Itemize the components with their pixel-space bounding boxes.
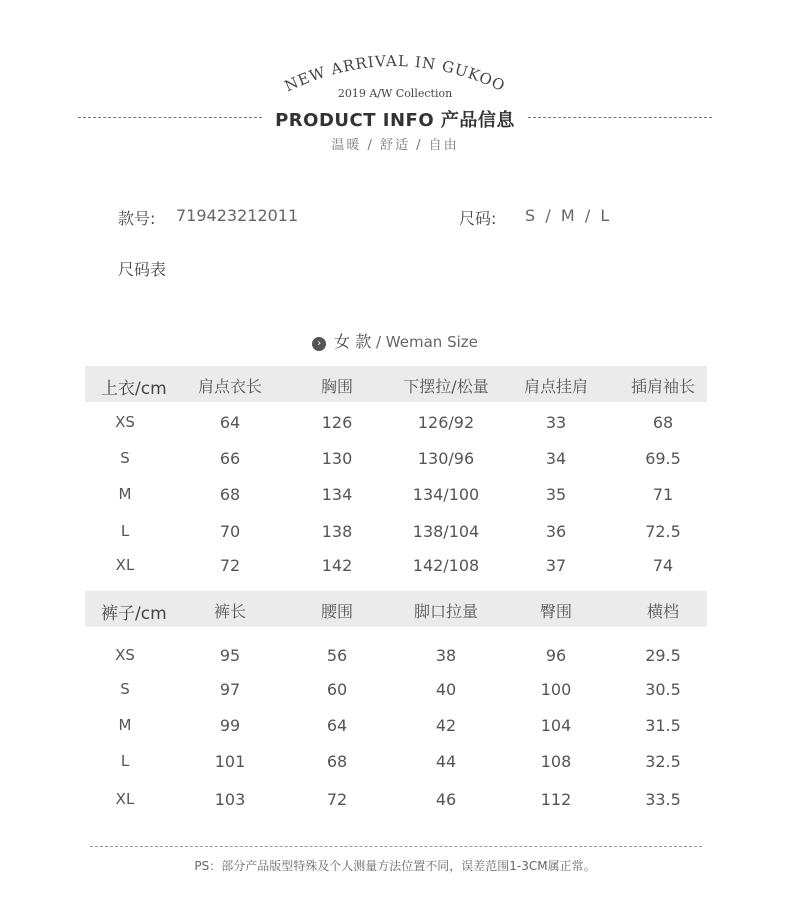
pants-cell: 95 bbox=[219, 646, 241, 665]
pants-cell: 56 bbox=[326, 646, 348, 665]
pants-header-cell: 臀围 bbox=[539, 602, 573, 621]
tops-cell: 134/100 bbox=[412, 485, 480, 504]
pants-cell: 108 bbox=[540, 752, 572, 771]
pants-cell: 33.5 bbox=[645, 790, 681, 809]
pants-cell: 32.5 bbox=[645, 752, 681, 771]
pants-cell: 101 bbox=[214, 752, 246, 771]
pants-header-cell: 裤长 bbox=[213, 602, 247, 621]
pants-size-label: L bbox=[120, 752, 130, 770]
pants-cell: 46 bbox=[435, 790, 457, 809]
tops-size-label: S bbox=[120, 449, 130, 467]
tops-cell: 33 bbox=[545, 413, 567, 432]
tops-cell: 68 bbox=[219, 485, 241, 504]
pants-cell: 96 bbox=[545, 646, 567, 665]
tops-cell: 138/104 bbox=[412, 522, 480, 541]
tops-cell: 74 bbox=[652, 556, 674, 575]
footnote: PS：部分产品版型特殊及个人测量方法位置不同，误差范围1-3CM属正常。 bbox=[194, 859, 596, 873]
tops-cell: 142/108 bbox=[412, 556, 480, 575]
tops-cell: 35 bbox=[545, 485, 567, 504]
tops-header-unit: 上衣/cm bbox=[101, 379, 167, 399]
pants-cell: 103 bbox=[214, 790, 246, 809]
pants-size-label: XL bbox=[115, 790, 135, 808]
chevron-right-circle-icon: › bbox=[312, 337, 326, 351]
pants-cell: 40 bbox=[435, 680, 457, 699]
tops-cell: 34 bbox=[545, 449, 567, 468]
tops-cell: 64 bbox=[219, 413, 241, 432]
tops-cell: 130 bbox=[321, 449, 353, 468]
pants-size-label: S bbox=[120, 680, 130, 698]
pants-cell: 68 bbox=[326, 752, 348, 771]
tops-cell: 126 bbox=[321, 413, 353, 432]
tops-header-cell: 胸围 bbox=[320, 377, 354, 396]
pants-header-cell: 腰围 bbox=[320, 602, 354, 621]
pants-cell: 38 bbox=[435, 646, 457, 665]
page-title: PRODUCT INFO 产品信息 bbox=[275, 110, 515, 131]
tops-cell: 138 bbox=[321, 522, 353, 541]
style-number-label: 款号: bbox=[118, 209, 156, 228]
tops-cell: 66 bbox=[219, 449, 241, 468]
tops-header-cell: 肩点挂肩 bbox=[523, 377, 589, 396]
tops-cell: 37 bbox=[545, 556, 567, 575]
pants-cell: 30.5 bbox=[645, 680, 681, 699]
pants-cell: 29.5 bbox=[645, 646, 681, 665]
tops-cell: 134 bbox=[321, 485, 353, 504]
page-subtitle: 温暖 / 舒适 / 自由 bbox=[331, 138, 459, 153]
tops-cell: 142 bbox=[321, 556, 353, 575]
arc-text: NEW ARRIVAL IN GUKOO bbox=[281, 51, 509, 96]
pants-cell: 100 bbox=[540, 680, 572, 699]
pants-cell: 64 bbox=[326, 716, 348, 735]
tops-cell: 130/96 bbox=[417, 449, 475, 468]
tops-size-label: M bbox=[118, 485, 132, 503]
collection-label: 2019 A/W Collection bbox=[337, 87, 453, 100]
pants-cell: 72 bbox=[326, 790, 348, 809]
pants-header-cell: 脚口拉量 bbox=[413, 602, 479, 621]
pants-cell: 112 bbox=[540, 790, 572, 809]
size-options: S / M / L bbox=[525, 206, 610, 225]
tops-header-cell: 肩点衣长 bbox=[197, 377, 263, 396]
pants-header-cell: 横档 bbox=[646, 602, 680, 621]
tops-cell: 70 bbox=[219, 522, 241, 541]
pants-header-unit: 裤子/cm bbox=[101, 604, 167, 624]
tops-cell: 72 bbox=[219, 556, 241, 575]
pants-cell: 104 bbox=[540, 716, 572, 735]
tops-cell: 72.5 bbox=[645, 522, 681, 541]
tops-header-cell: 插肩袖长 bbox=[630, 377, 696, 396]
tops-size-label: XL bbox=[115, 556, 135, 574]
pants-cell: 44 bbox=[435, 752, 457, 771]
size-chart-label: 尺码表 bbox=[118, 260, 167, 279]
section-title-en: / Weman Size bbox=[371, 333, 478, 351]
section-title-cn: 女 款 bbox=[334, 332, 372, 351]
tops-size-label: L bbox=[120, 522, 130, 540]
pants-cell: 42 bbox=[435, 716, 457, 735]
tops-cell: 69.5 bbox=[645, 449, 681, 468]
tops-header-cell: 下摆拉/松量 bbox=[403, 377, 489, 396]
style-number-value: 719423212011 bbox=[176, 206, 299, 225]
tops-size-label: XS bbox=[115, 413, 135, 431]
pants-cell: 31.5 bbox=[645, 716, 681, 735]
footer-divider bbox=[90, 846, 702, 847]
size-label: 尺码: bbox=[459, 209, 497, 228]
tops-cell: 126/92 bbox=[417, 413, 475, 432]
pants-size-label: XS bbox=[115, 646, 135, 664]
pants-size-label: M bbox=[118, 716, 132, 734]
tops-cell: 71 bbox=[652, 485, 674, 504]
pants-cell: 60 bbox=[326, 680, 348, 699]
pants-cell: 99 bbox=[219, 716, 241, 735]
tops-cell: 68 bbox=[652, 413, 674, 432]
pants-cell: 97 bbox=[219, 680, 241, 699]
tops-cell: 36 bbox=[545, 522, 567, 541]
